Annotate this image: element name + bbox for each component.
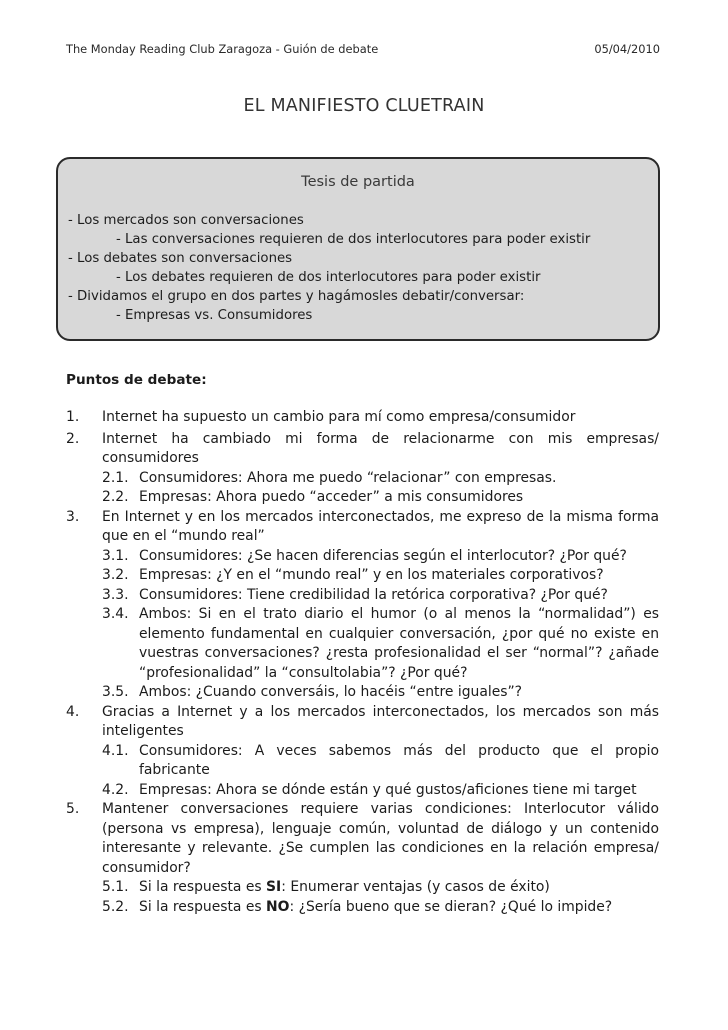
- subitem-number: 3.1.: [102, 547, 129, 564]
- header-title: The Monday Reading Club Zaragoza - Guión de debate: [66, 42, 379, 56]
- subitem-text: [139, 878, 659, 898]
- answer-suffix: : Enumerar ventajas (y casos de éxito): [281, 879, 550, 895]
- item-number: 2.: [66, 430, 80, 447]
- thesis-subline: - Los debates requieren de dos interlocutores para poder existir: [116, 270, 541, 285]
- subitem-number: 5.2.: [102, 898, 129, 915]
- subitem-text: Consumidores: Ahora me puedo “relacionar” con empresas.: [139, 469, 557, 486]
- list-item: [66, 430, 659, 469]
- answer-prefix: Si la respuesta es: [139, 898, 267, 915]
- header-date: 05/04/2010: [594, 42, 660, 56]
- item-number: 4.: [66, 703, 80, 720]
- subitem-number: 5.1.: [102, 879, 129, 895]
- subitem-number: 4.2.: [102, 781, 129, 798]
- thesis-lines: [68, 211, 590, 325]
- subitem-text: Consumidores: Tiene credibilidad la retórica corporativa? ¿Por qué?: [139, 586, 608, 603]
- answer-no: NO: [266, 898, 290, 915]
- subitem-text: Empresas: Ahora se dónde están y qué gustos/aficiones tiene mi target: [139, 781, 637, 798]
- debate-points-list: [66, 408, 659, 917]
- subitem-number: 4.1.: [102, 742, 129, 759]
- subitem-number: 3.3.: [102, 586, 129, 603]
- thesis-box: [56, 157, 660, 341]
- subitem-number: 3.2.: [102, 567, 129, 583]
- subitem-text: [139, 898, 659, 918]
- page-header: [66, 42, 660, 56]
- subitem-text: Empresas: Ahora puedo “acceder” a mis consumidores: [139, 489, 524, 505]
- thesis-line: - Los mercados son conversaciones: [68, 213, 304, 228]
- answer-yes: SI: [266, 879, 282, 895]
- list-subitem: [66, 781, 659, 801]
- thesis-line: - Dividamos el grupo en dos partes y hagámosles debatir/conversar:: [68, 289, 525, 304]
- subitem-number: 3.4.: [102, 606, 129, 622]
- item-number: 3.: [66, 508, 80, 525]
- list-item: [66, 408, 659, 428]
- list-subitem: [66, 878, 659, 898]
- list-subitem: [66, 898, 659, 918]
- subitem-text: Consumidores: A veces sabemos más del producto que el propio fabricante: [139, 742, 659, 778]
- list-subitem: [66, 469, 659, 489]
- item-text: Gracias a Internet y a los mercados interconectados, los mercados son más inteligentes: [102, 703, 659, 739]
- subitem-text: Consumidores: ¿Se hacen diferencias según el interlocutor? ¿Por qué?: [139, 547, 627, 564]
- item-text: En Internet y en los mercados interconectados, me expreso de la misma forma que en el “mundo real”: [102, 508, 659, 544]
- subitem-text: Empresas: ¿Y en el “mundo real” y en los materiales corporativos?: [139, 567, 604, 583]
- item-number: 5.: [66, 801, 80, 817]
- document-title: EL MANIFIESTO CLUETRAIN: [243, 96, 485, 116]
- item-number: 1.: [66, 409, 80, 425]
- item-text: Mantener conversaciones requiere varias condiciones: Interlocutor válido (persona vs empresa), lenguaje común, voluntad de diálogo y un contenido interesante y relevante. ¿Se cumplen las condiciones en la relación empresa/ consumidor?: [102, 801, 659, 876]
- subitem-number: 3.5.: [102, 684, 129, 700]
- item-text: Internet ha cambiado mi forma de relacionarme con mis empresas/ consumidores: [102, 430, 659, 466]
- list-subitem: [66, 742, 659, 781]
- section-title: Puntos de debate:: [66, 372, 207, 388]
- list-subitem: [66, 547, 659, 567]
- subitem-text: Ambos: Si en el trato diario el humor (o al menos la “normalidad”) es elemento fundamental en cualquier conversación, ¿por qué no existe en vuestras conversaciones? ¿resta profesionalidad el ser “normal”? ¿añade “profesionalidad” la “consultolabia”? ¿Por qué?: [139, 606, 659, 681]
- list-subitem: [66, 566, 659, 586]
- thesis-subline: - Las conversaciones requieren de dos interlocutores para poder existir: [116, 232, 591, 247]
- list-subitem: [66, 488, 659, 508]
- thesis-line: - Los debates son conversaciones: [68, 251, 293, 266]
- thesis-subline: - Empresas vs. Consumidores: [116, 308, 313, 323]
- list-subitem: [66, 683, 659, 703]
- list-subitem: [66, 586, 659, 606]
- list-subitem: [66, 605, 659, 683]
- answer-suffix: : ¿Sería bueno que se dieran? ¿Qué lo impide?: [289, 898, 613, 915]
- list-item: [66, 508, 659, 547]
- subitem-number: 2.2.: [102, 489, 129, 505]
- answer-prefix: Si la respuesta es: [139, 879, 267, 895]
- subitem-number: 2.1.: [102, 469, 129, 486]
- subitem-text: Ambos: ¿Cuando conversáis, lo hacéis “entre iguales”?: [139, 684, 523, 700]
- thesis-box-title: Tesis de partida: [301, 174, 415, 190]
- list-item: [66, 703, 659, 742]
- item-text: Internet ha supuesto un cambio para mí como empresa/consumidor: [102, 409, 576, 425]
- list-item: [66, 800, 659, 878]
